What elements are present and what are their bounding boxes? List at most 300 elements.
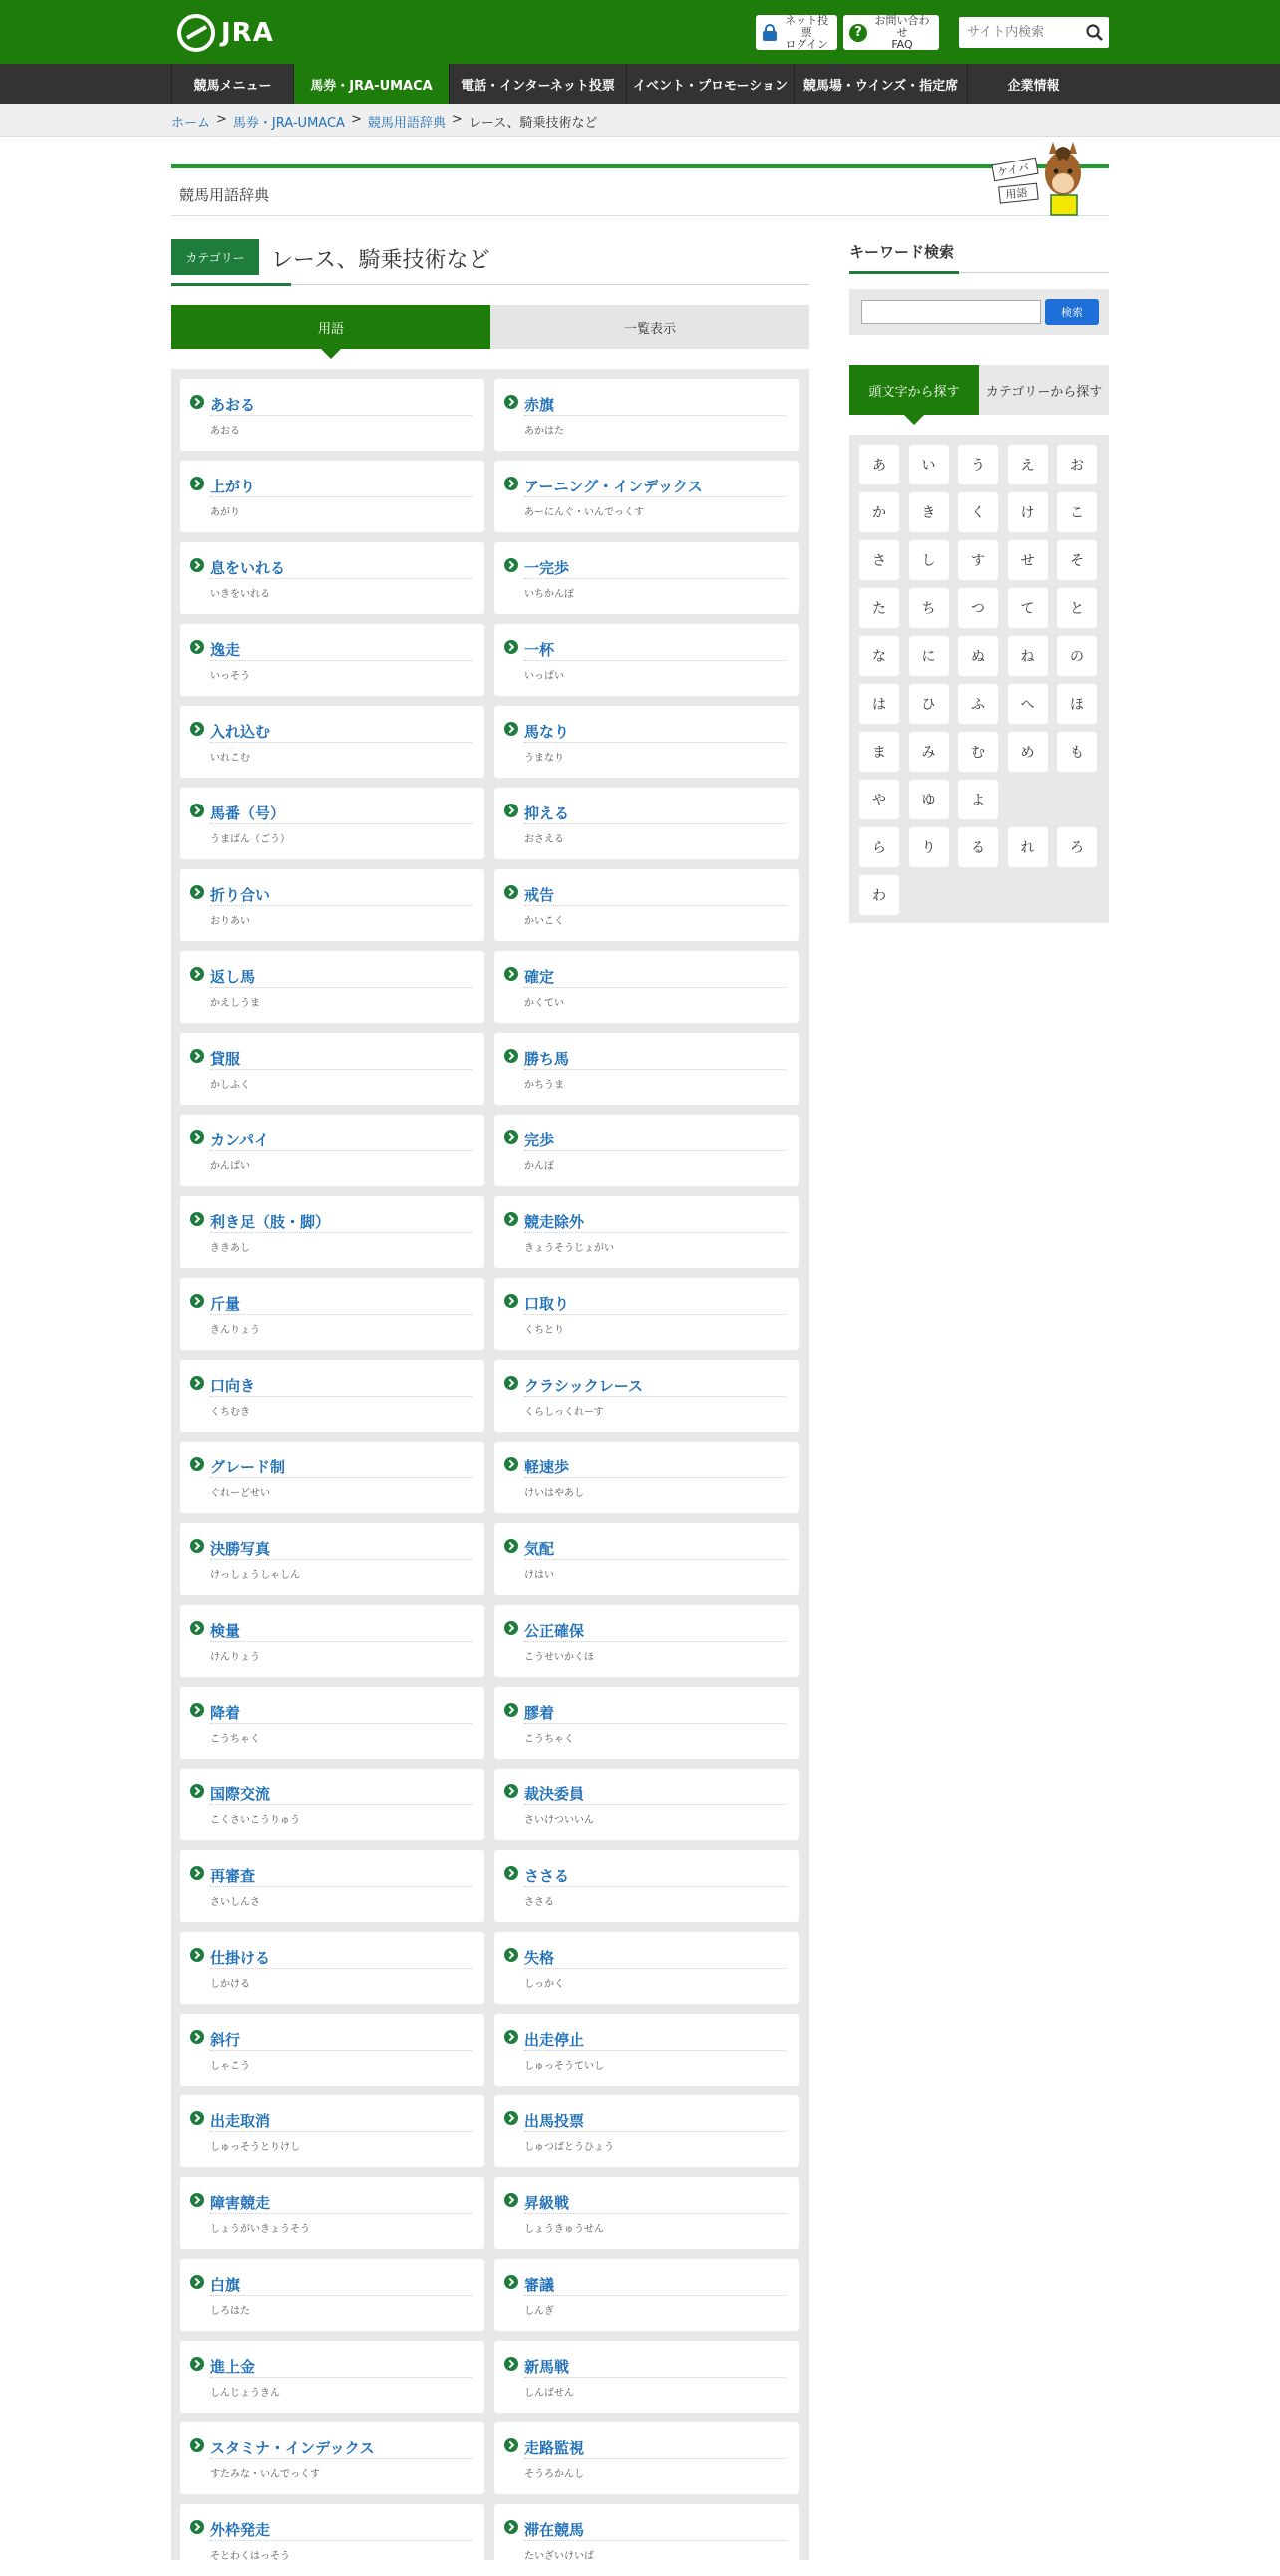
chevron-right-circle-icon — [504, 1784, 518, 1798]
term-card[interactable] — [494, 2341, 799, 2413]
term-card[interactable] — [494, 1278, 799, 1350]
term-divider — [210, 1069, 472, 1070]
term-divider — [524, 2295, 786, 2296]
kana-button[interactable]: へ — [1008, 684, 1048, 724]
kana-button[interactable]: に — [909, 636, 949, 676]
kana-button[interactable]: る — [958, 827, 998, 867]
term-divider — [524, 415, 786, 416]
kana-button[interactable]: ら — [859, 827, 899, 867]
site-search-input[interactable] — [959, 17, 1079, 48]
term-title[interactable]: 一完歩 — [524, 559, 570, 577]
term-divider — [524, 1886, 786, 1887]
chevron-right-circle-icon — [190, 804, 204, 817]
kana-button[interactable]: さ — [859, 540, 899, 580]
term-reading: たいざいけいば — [524, 2551, 594, 2562]
term-divider — [524, 2131, 786, 2132]
chevron-right-circle-icon — [190, 558, 204, 572]
term-divider — [524, 1968, 786, 1969]
term-title[interactable]: ささる — [524, 1867, 570, 1885]
term-title[interactable]: 外枠発走 — [210, 2521, 271, 2539]
term-title[interactable]: 貸服 — [210, 1050, 241, 1068]
term-reading: あかはた — [524, 426, 564, 437]
nav-item[interactable]: 競馬場・ウインズ・指定席 — [794, 64, 967, 104]
term-title[interactable]: 抑える — [524, 805, 570, 822]
chevron-right-circle-icon — [504, 395, 518, 409]
kana-button[interactable]: た — [859, 588, 899, 628]
term-title[interactable]: 降着 — [210, 1704, 241, 1722]
kana-button[interactable]: け — [1008, 492, 1048, 532]
term-reading: しゅつばとうひょう — [524, 2142, 614, 2153]
term-divider — [524, 1150, 786, 1151]
term-title[interactable]: 斤量 — [210, 1295, 241, 1313]
term-title[interactable]: 白旗 — [210, 2276, 241, 2294]
term-reading: こうちゃく — [524, 1734, 574, 1745]
breadcrumb-separator: > — [451, 112, 463, 127]
term-card[interactable] — [494, 542, 799, 614]
term-title[interactable]: 裁決委員 — [524, 1785, 585, 1803]
kana-button[interactable]: は — [859, 684, 899, 724]
term-card[interactable] — [180, 788, 484, 859]
term-title[interactable]: クラシックレース — [524, 1377, 643, 1395]
view-tabs — [171, 305, 809, 349]
term-reading: あーにんぐ・いんでっくす — [524, 507, 644, 518]
term-divider — [210, 415, 472, 416]
chevron-right-circle-icon — [504, 722, 518, 736]
term-reading: あがり — [210, 507, 240, 518]
site-search — [959, 17, 1109, 48]
term-divider — [210, 1559, 472, 1560]
kana-button[interactable]: ほ — [1057, 684, 1097, 724]
term-title[interactable]: 一杯 — [524, 641, 555, 659]
term-reading: しかける — [210, 1979, 250, 1990]
term-card[interactable] — [180, 1360, 484, 1432]
term-card[interactable] — [180, 1115, 484, 1186]
term-card[interactable] — [180, 542, 484, 614]
kana-button[interactable]: わ — [859, 875, 899, 915]
term-divider — [524, 1396, 786, 1397]
term-divider — [524, 1314, 786, 1315]
term-divider — [210, 496, 472, 497]
term-card[interactable] — [180, 951, 484, 1023]
term-title[interactable]: 仕掛ける — [210, 1949, 271, 1967]
chevron-right-circle-icon — [190, 2111, 204, 2125]
term-reading: しんじょうきん — [210, 2388, 280, 2399]
term-card[interactable] — [180, 1196, 484, 1268]
term-title[interactable]: 利き足（肢・脚） — [210, 1213, 331, 1231]
chevron-right-circle-icon — [190, 1866, 204, 1880]
category-heading — [171, 239, 809, 285]
term-reading: くらしっくれーす — [524, 1407, 604, 1418]
term-card[interactable] — [494, 1932, 799, 2004]
term-divider — [210, 2050, 472, 2051]
term-reading: しんぎ — [524, 2306, 554, 2317]
term-title[interactable]: 決勝写真 — [210, 1540, 271, 1558]
term-reading: しゅっそうていし — [524, 2061, 604, 2072]
category-underline — [171, 283, 291, 286]
kana-button[interactable]: よ — [958, 780, 998, 819]
term-reading: こうちゃく — [210, 1734, 260, 1745]
kana-button[interactable]: き — [909, 492, 949, 532]
term-reading: けんりょう — [210, 1652, 260, 1663]
chevron-right-circle-icon — [504, 2111, 518, 2125]
chevron-right-circle-icon — [504, 1130, 518, 1144]
term-divider — [524, 1804, 786, 1805]
term-card[interactable] — [180, 379, 484, 451]
term-card[interactable] — [494, 1769, 799, 1840]
tab-terms[interactable]: 用語 — [171, 305, 490, 349]
chevron-right-circle-icon — [504, 2275, 518, 2289]
kana-button[interactable]: む — [958, 732, 998, 772]
mascot-sign-2: 用語 — [1004, 186, 1029, 202]
term-card[interactable] — [180, 1687, 484, 1759]
kana-button[interactable]: ぬ — [958, 636, 998, 676]
kana-button[interactable]: あ — [859, 445, 899, 484]
chevron-right-circle-icon — [504, 640, 518, 654]
chevron-right-circle-icon — [190, 477, 204, 490]
question-icon: ? — [849, 24, 867, 42]
term-title[interactable]: 赤旗 — [524, 396, 555, 414]
term-title[interactable]: 競走除外 — [524, 1213, 585, 1231]
kana-button[interactable]: く — [958, 492, 998, 532]
term-title[interactable]: 折り合い — [210, 886, 271, 904]
term-reading: ぐれーどせい — [210, 1488, 270, 1499]
chevron-right-circle-icon — [504, 885, 518, 899]
chevron-right-circle-icon — [504, 804, 518, 817]
term-divider — [210, 1968, 472, 1969]
breadcrumb-current: レース、騎乗技術など — [468, 116, 598, 131]
category-label: カテゴリー — [171, 239, 259, 275]
chevron-right-circle-icon — [504, 1621, 518, 1635]
term-card[interactable] — [494, 951, 799, 1023]
term-card[interactable] — [180, 1769, 484, 1840]
kana-button[interactable]: み — [909, 732, 949, 772]
term-reading: いっそう — [210, 671, 250, 682]
term-title[interactable]: 検量 — [210, 1622, 241, 1640]
term-card[interactable] — [180, 869, 484, 941]
term-reading: かんぱい — [210, 1161, 250, 1172]
term-card[interactable] — [494, 2259, 799, 2331]
search-icon[interactable] — [1085, 23, 1105, 43]
term-divider — [524, 1069, 786, 1070]
breadcrumb — [0, 104, 1280, 137]
term-card[interactable] — [494, 1115, 799, 1186]
chevron-right-circle-icon — [504, 1866, 518, 1880]
breadcrumb-separator: > — [216, 112, 227, 127]
chevron-right-circle-icon — [190, 2275, 204, 2289]
term-divider — [210, 2458, 472, 2459]
term-card[interactable] — [180, 2422, 484, 2494]
term-title[interactable]: アーニング・インデックス — [524, 478, 703, 495]
kana-button[interactable]: す — [958, 540, 998, 580]
term-card[interactable] — [180, 1605, 484, 1677]
term-divider — [210, 905, 472, 906]
term-card[interactable] — [494, 461, 799, 532]
term-card[interactable] — [494, 1687, 799, 1759]
term-reading: いちかんぽ — [524, 589, 574, 600]
term-title[interactable]: 戒告 — [524, 886, 555, 904]
chevron-right-circle-icon — [504, 2030, 518, 2044]
term-title[interactable]: 軽速歩 — [524, 1458, 570, 1476]
chevron-right-circle-icon — [504, 1049, 518, 1063]
term-divider — [524, 660, 786, 661]
term-reading: かちうま — [524, 1080, 564, 1091]
kana-button[interactable]: や — [859, 780, 899, 819]
term-card[interactable] — [494, 624, 799, 696]
kana-button[interactable]: い — [909, 445, 949, 484]
chevron-right-circle-icon — [504, 1948, 518, 1962]
breadcrumb-dictionary[interactable]: 競馬用語辞典 — [367, 116, 446, 131]
chevron-right-circle-icon — [190, 722, 204, 736]
kana-button[interactable]: し — [909, 540, 949, 580]
chevron-right-circle-icon — [504, 1376, 518, 1390]
chevron-right-circle-icon — [190, 1948, 204, 1962]
keyword-search-button[interactable]: 検索 — [1045, 299, 1099, 325]
term-card[interactable] — [494, 1605, 799, 1677]
term-divider — [210, 1396, 472, 1397]
term-divider — [524, 578, 786, 579]
breadcrumb-baken[interactable]: 馬券・JRA-UMACA — [232, 116, 345, 131]
kana-button[interactable]: ふ — [958, 684, 998, 724]
term-divider — [210, 2377, 472, 2378]
chevron-right-circle-icon — [190, 640, 204, 654]
term-title[interactable]: 審議 — [524, 2276, 555, 2294]
term-divider — [210, 2295, 472, 2296]
term-divider — [210, 1314, 472, 1315]
term-card[interactable] — [180, 2095, 484, 2167]
kana-button[interactable]: つ — [958, 588, 998, 628]
tab-initial-search[interactable]: 頭文字から探す — [849, 365, 979, 415]
term-card[interactable] — [494, 2014, 799, 2086]
net-vote-line2: ログイン — [785, 37, 828, 51]
term-title[interactable]: 失格 — [524, 1949, 555, 1967]
term-card[interactable] — [180, 2014, 484, 2086]
chevron-right-circle-icon — [190, 395, 204, 409]
horse-mascot-illustration — [989, 140, 1097, 217]
global-nav — [0, 64, 1280, 104]
term-title[interactable]: 出走停止 — [524, 2031, 585, 2049]
term-card[interactable] — [494, 788, 799, 859]
kana-button[interactable]: う — [958, 445, 998, 484]
term-title[interactable]: 国際交流 — [210, 1785, 271, 1803]
term-title[interactable]: 確定 — [524, 968, 555, 986]
term-title[interactable]: 走路監視 — [524, 2439, 585, 2457]
term-title[interactable]: 勝ち馬 — [524, 1050, 570, 1068]
term-divider — [524, 1477, 786, 1478]
kana-button[interactable]: せ — [1008, 540, 1048, 580]
term-reading: いっぱい — [524, 671, 564, 682]
term-divider — [210, 1232, 472, 1233]
term-card[interactable] — [494, 2504, 799, 2576]
term-title[interactable]: 滞在競馬 — [524, 2521, 585, 2539]
kana-button[interactable]: ひ — [909, 684, 949, 724]
contact-line1: お問い合わせ — [874, 13, 930, 39]
chevron-right-circle-icon — [504, 1457, 518, 1471]
keyword-search-input[interactable] — [861, 300, 1041, 324]
term-title[interactable]: 新馬戦 — [524, 2358, 570, 2376]
term-card[interactable] — [180, 1278, 484, 1350]
term-title[interactable]: 膠着 — [524, 1704, 555, 1722]
term-title[interactable]: 口取り — [524, 1295, 570, 1313]
chevron-right-circle-icon — [504, 2438, 518, 2452]
term-divider — [210, 823, 472, 824]
tab-category-search[interactable]: カテゴリーから探す — [979, 365, 1109, 415]
kana-button[interactable]: ゆ — [909, 780, 949, 819]
term-card[interactable] — [180, 1033, 484, 1105]
lock-icon — [763, 31, 777, 41]
term-reading: おさえる — [524, 834, 564, 845]
kana-button[interactable]: そ — [1057, 540, 1097, 580]
term-card[interactable] — [180, 624, 484, 696]
term-title[interactable]: あおる — [210, 396, 256, 414]
chevron-right-circle-icon — [504, 558, 518, 572]
term-card[interactable] — [494, 706, 799, 778]
term-card[interactable] — [180, 706, 484, 778]
nav-item[interactable]: 馬券・JRA-UMACA — [293, 64, 449, 104]
term-title[interactable]: 障害競走 — [210, 2194, 271, 2212]
nav-item[interactable]: 電話・インターネット投票 — [449, 64, 626, 104]
kana-button[interactable]: の — [1057, 636, 1097, 676]
term-card[interactable] — [180, 1932, 484, 2004]
term-title[interactable]: 進上金 — [210, 2358, 256, 2376]
kana-button[interactable]: ね — [1008, 636, 1048, 676]
term-card[interactable] — [494, 1360, 799, 1432]
term-reading: かくてい — [524, 998, 564, 1009]
chevron-right-circle-icon — [190, 1784, 204, 1798]
term-title[interactable]: 出走取消 — [210, 2112, 271, 2130]
kana-button[interactable]: お — [1057, 445, 1097, 484]
kana-button[interactable]: も — [1057, 732, 1097, 772]
kana-button[interactable]: て — [1008, 588, 1048, 628]
jra-logo-mark-icon — [177, 14, 215, 52]
term-divider — [210, 1886, 472, 1887]
term-card[interactable] — [494, 1442, 799, 1513]
term-reading: すたみな・いんでっくす — [210, 2469, 320, 2480]
term-title[interactable]: 口向き — [210, 1377, 256, 1395]
nav-item[interactable]: 企業情報 — [967, 64, 1099, 104]
term-title[interactable]: 上がり — [210, 478, 256, 495]
chevron-right-circle-icon — [190, 1294, 204, 1308]
term-reading: きんりょう — [210, 1325, 260, 1336]
term-title[interactable]: 斜行 — [210, 2031, 241, 2049]
breadcrumb-home[interactable]: ホーム — [171, 116, 211, 131]
term-card[interactable] — [180, 2504, 484, 2576]
kana-button[interactable]: と — [1057, 588, 1097, 628]
term-reading: こくさいこうりゅう — [210, 1815, 300, 1826]
term-card[interactable] — [180, 2177, 484, 2249]
kana-button[interactable]: ち — [909, 588, 949, 628]
nav-item[interactable]: 競馬メニュー — [171, 64, 293, 104]
term-card[interactable] — [494, 2095, 799, 2167]
term-title[interactable]: 返し馬 — [210, 968, 256, 986]
term-title[interactable]: 気配 — [524, 1540, 555, 1558]
global-nav-items — [171, 64, 1099, 104]
net-vote-login-button[interactable] — [756, 15, 837, 50]
term-card[interactable] — [180, 1523, 484, 1595]
jra-logo[interactable] — [177, 13, 277, 53]
term-card[interactable] — [180, 2341, 484, 2413]
term-card[interactable] — [180, 461, 484, 532]
term-divider — [210, 1477, 472, 1478]
chevron-right-circle-icon — [504, 2520, 518, 2534]
term-title[interactable]: 昇級戦 — [524, 2194, 570, 2212]
chevron-right-circle-icon — [190, 885, 204, 899]
term-reading: うまばん（ごう） — [210, 834, 290, 845]
chevron-right-circle-icon — [504, 1212, 518, 1226]
term-card[interactable] — [494, 1033, 799, 1105]
search-mode-tabs — [849, 365, 1109, 415]
term-reading: けっしょうしゃしん — [210, 1570, 300, 1581]
term-divider — [524, 1641, 786, 1642]
term-divider — [210, 742, 472, 743]
term-divider — [524, 2458, 786, 2459]
kana-button[interactable]: ま — [859, 732, 899, 772]
term-reading: きょうそうじょがい — [524, 1243, 614, 1254]
term-title[interactable]: スタミナ・インデックス — [210, 2439, 375, 2457]
term-card[interactable] — [494, 1850, 799, 1922]
kana-button[interactable]: ろ — [1057, 827, 1097, 867]
term-divider — [524, 1723, 786, 1724]
term-divider — [210, 660, 472, 661]
term-card[interactable] — [180, 1850, 484, 1922]
term-divider — [524, 2377, 786, 2378]
chevron-right-circle-icon — [190, 1539, 204, 1553]
term-reading: しんばせん — [524, 2388, 574, 2399]
kana-button[interactable]: め — [1008, 732, 1048, 772]
term-card[interactable] — [494, 869, 799, 941]
kana-button[interactable]: れ — [1008, 827, 1048, 867]
term-reading: しろはた — [210, 2306, 250, 2317]
term-title[interactable]: 入れ込む — [210, 723, 271, 741]
term-divider — [524, 2050, 786, 2051]
term-title[interactable]: 再審査 — [210, 1867, 256, 1885]
term-card[interactable] — [494, 1523, 799, 1595]
term-title[interactable]: 出馬投票 — [524, 2112, 585, 2130]
term-title[interactable]: カンパイ — [210, 1131, 269, 1149]
chevron-right-circle-icon — [190, 1703, 204, 1717]
nav-item[interactable]: イベント・プロモーション — [626, 64, 794, 104]
term-card[interactable] — [494, 2422, 799, 2494]
kana-button[interactable]: こ — [1057, 492, 1097, 532]
tab-list-view[interactable]: 一覧表示 — [490, 305, 809, 349]
term-title[interactable]: 馬番（号） — [210, 805, 286, 822]
term-card[interactable] — [180, 1442, 484, 1513]
term-title[interactable]: 完歩 — [524, 1131, 555, 1149]
kana-button[interactable]: か — [859, 492, 899, 532]
term-reading: いれこむ — [210, 753, 250, 764]
kana-button[interactable]: な — [859, 636, 899, 676]
term-title[interactable]: 馬なり — [524, 723, 570, 741]
term-reading: かんぽ — [524, 1161, 554, 1172]
kana-button[interactable]: り — [909, 827, 949, 867]
term-reading: けいはやあし — [524, 1488, 584, 1499]
contact-faq-button[interactable] — [843, 15, 939, 50]
term-divider — [210, 1723, 472, 1724]
term-card[interactable] — [180, 2259, 484, 2331]
term-card[interactable] — [494, 2177, 799, 2249]
kana-button[interactable]: え — [1008, 445, 1048, 484]
term-title[interactable]: 息をいれる — [210, 559, 286, 577]
term-title[interactable]: グレード制 — [210, 1458, 286, 1476]
term-divider — [524, 987, 786, 988]
chevron-right-circle-icon — [504, 1703, 518, 1717]
term-reading: そとわくはっそう — [210, 2551, 290, 2562]
term-card[interactable] — [494, 1196, 799, 1268]
term-title[interactable]: 逸走 — [210, 641, 241, 659]
term-card[interactable] — [494, 379, 799, 451]
chevron-right-circle-icon — [504, 967, 518, 981]
term-reading: しゅっそうとりけし — [210, 2142, 300, 2153]
term-title[interactable]: 公正確保 — [524, 1622, 585, 1640]
